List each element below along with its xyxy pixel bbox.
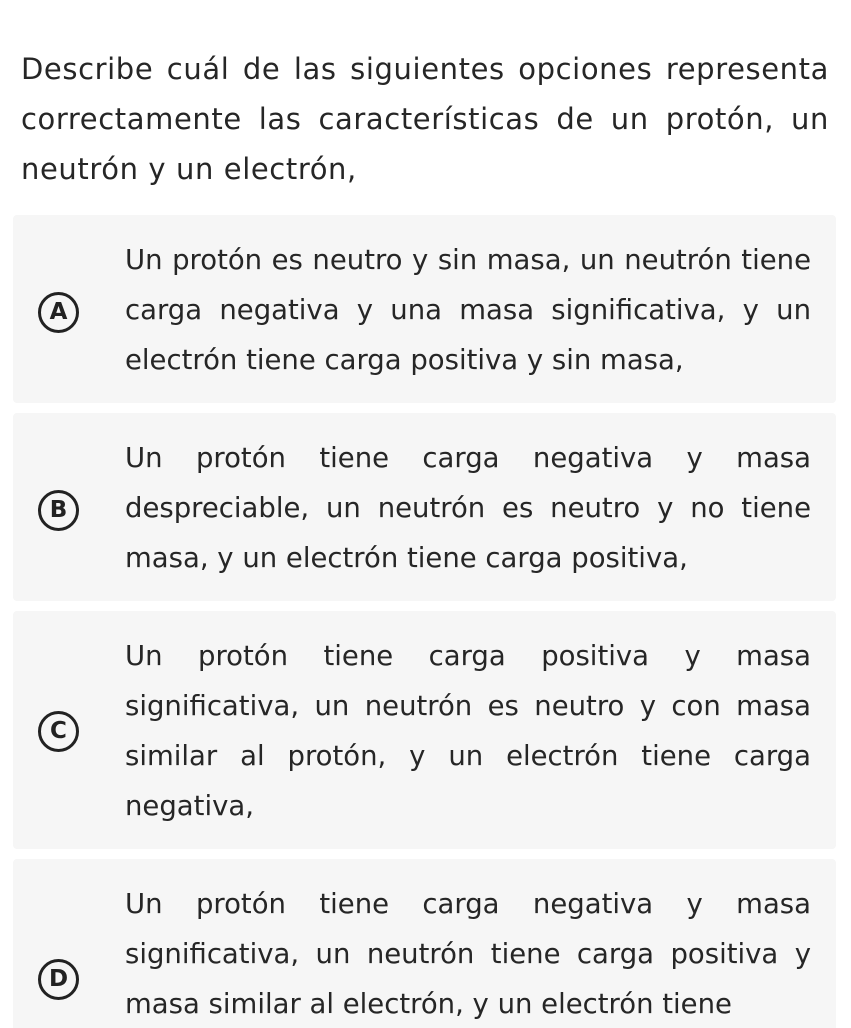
question-text: Describe cuál de las siguientes opciones representa correctamente las características de un protón, un neutrón y un electrón, [21, 52, 829, 186]
option-b[interactable] [13, 413, 836, 601]
option-letter-c: C [38, 711, 79, 752]
option-text-b: Un protón tiene carga negativa y masa despreciable, un neutrón es neutro y no tiene masa, y un electrón tiene carga positiva, [125, 442, 811, 574]
option-text-c: Un protón tiene carga positiva y masa significativa, un neutrón es neutro y con masa similar al protón, y un electrón tiene carga negativa, [125, 640, 811, 822]
option-letter-a: A [38, 292, 79, 333]
option-letter-d: D [38, 959, 79, 1000]
option-d[interactable] [13, 859, 836, 1028]
option-c[interactable] [13, 611, 836, 849]
option-letter-b: B [38, 490, 79, 531]
option-a[interactable] [13, 215, 836, 403]
option-text-a: Un protón es neutro y sin masa, un neutrón tiene carga negativa y una masa significativa, y un electrón tiene carga positiva y sin masa, [125, 244, 811, 376]
option-text-d: Un protón tiene carga negativa y masa significativa, un neutrón tiene carga positiva y masa similar al electrón, y un electrón tiene [125, 888, 811, 1020]
